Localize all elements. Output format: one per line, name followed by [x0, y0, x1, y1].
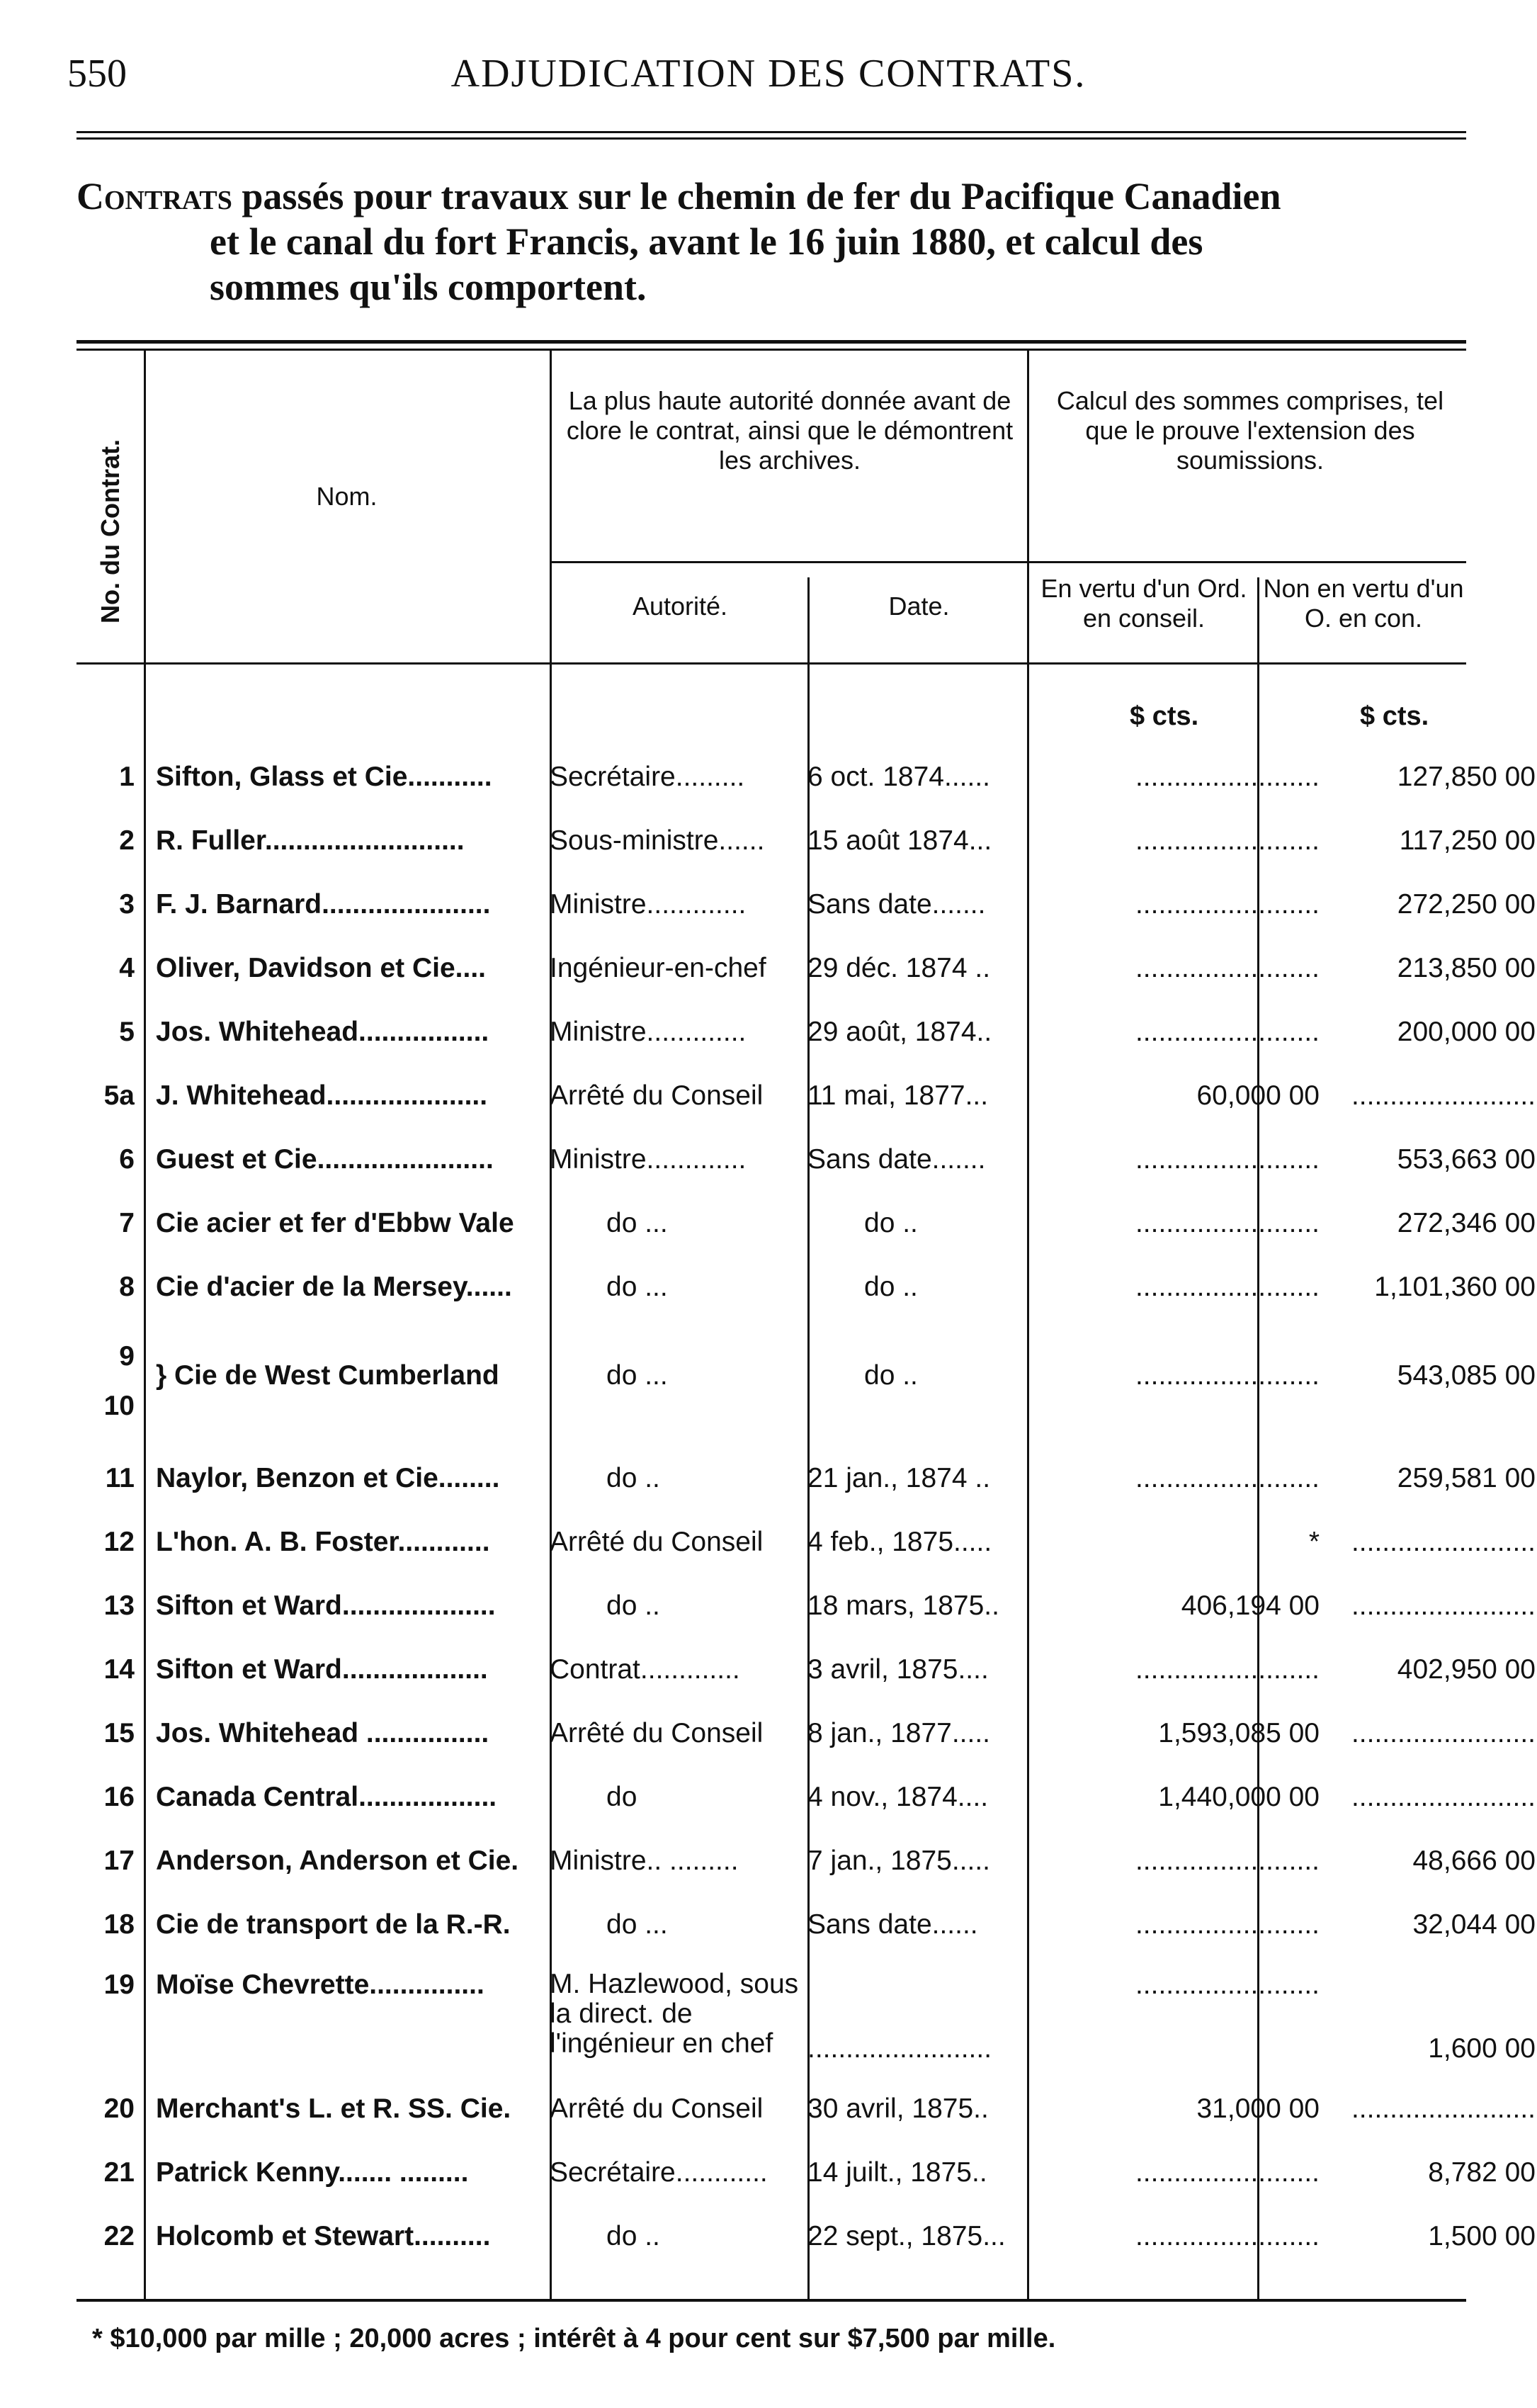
table-row: [76, 1845, 1536, 1895]
non-en-vertu-cell: ........................: [1351, 1590, 1536, 1621]
name-cell: J. Whitehead.....................: [156, 1080, 488, 1111]
table-row: [76, 953, 1536, 1002]
en-vertu-cell: 1,593,085 00: [1158, 1718, 1320, 1748]
table-row: [76, 1527, 1536, 1576]
en-vertu-cell: 1,440,000 00: [1158, 1782, 1320, 1812]
table-row: [76, 1909, 1536, 1959]
title-lead: Contrats: [76, 175, 232, 217]
non-en-vertu-cell: ........................: [1351, 1080, 1536, 1111]
table-row: [76, 1341, 1536, 1421]
authority-cell: do ..: [606, 1590, 660, 1621]
name-cell: Cie d'acier de la Mersey......: [156, 1272, 512, 1302]
name-cell: Canada Central..................: [156, 1782, 497, 1812]
authority-cell: Ministre.............: [550, 889, 747, 920]
contract-number-cell: 5a: [103, 1080, 135, 1111]
non-en-vertu-cell: 1,600 00: [1428, 2033, 1536, 2064]
table-row: [76, 889, 1536, 939]
title-line3: sommes qu'ils comportent.: [210, 266, 647, 308]
en-vertu-cell: 406,194 00: [1181, 1590, 1320, 1621]
authority-cell: Contrat.............: [550, 1654, 740, 1685]
authority-cell: do ...: [606, 1208, 668, 1238]
date-cell: 21 jan., 1874 ..: [807, 1463, 991, 1493]
authority-cell: do ..: [606, 2221, 660, 2251]
authority-cell: Arrêté du Conseil: [550, 1080, 764, 1111]
header-authority-group: La plus haute autorité donnée avant de clore le contrat, ainsi que le démontrent les archives.: [566, 386, 1014, 475]
non-en-vertu-cell: 1,500 00: [1428, 2221, 1536, 2251]
name-cell: R. Fuller..........................: [156, 825, 465, 856]
header-non-en-vertu: Non en vertu d'un O. en con.: [1263, 574, 1464, 633]
contract-number-cell: 16: [103, 1782, 135, 1812]
en-vertu-cell: 31,000 00: [1196, 2093, 1320, 2124]
name-cell: Anderson, Anderson et Cie.: [156, 1845, 519, 1876]
date-cell: Sans date......: [807, 1909, 978, 1940]
en-vertu-cell: ........................: [1135, 1272, 1320, 1302]
contract-number-cell: 14: [103, 1654, 135, 1685]
contract-number-cell: 1: [119, 762, 135, 792]
header-sub-rule: [550, 561, 1466, 563]
table-row: [76, 1654, 1536, 1704]
non-en-vertu-cell: 117,250 00: [1399, 825, 1536, 856]
date-cell: 6 oct. 1874......: [807, 762, 990, 792]
en-vertu-cell: ........................: [1135, 1017, 1320, 1047]
en-vertu-cell: ........................: [1135, 2157, 1320, 2188]
name-cell: F. J. Barnard......................: [156, 889, 491, 920]
contract-number-cell: 19: [103, 1969, 135, 2000]
authority-cell: M. Hazlewood, sous la direct. de l'ingénieur en chef: [550, 1969, 799, 2059]
en-vertu-cell: ........................: [1135, 1845, 1320, 1876]
en-vertu-cell: ........................: [1135, 1208, 1320, 1238]
authority-cell: Arrêté du Conseil: [550, 1527, 764, 1557]
contract-number-cell: 22: [103, 2221, 135, 2251]
contract-number-cell: 15: [103, 1718, 135, 1748]
non-en-vertu-cell: ........................: [1351, 1527, 1536, 1557]
contract-number-cell: 4: [119, 953, 135, 983]
header-autorite: Autorité.: [632, 592, 728, 621]
non-en-vertu-cell: 213,850 00: [1397, 953, 1536, 983]
date-cell: do ..: [864, 1208, 918, 1238]
units-non-en-vertu: $ cts.: [1360, 701, 1429, 731]
en-vertu-cell: *: [1308, 1527, 1320, 1557]
non-en-vertu-cell: 402,950 00: [1397, 1654, 1536, 1685]
non-en-vertu-cell: 8,782 00: [1428, 2157, 1536, 2188]
contract-number-cell: 18: [103, 1909, 135, 1940]
date-cell: 7 jan., 1875.....: [807, 1845, 991, 1876]
en-vertu-cell: ........................: [1135, 1909, 1320, 1940]
header-calc-group: Calcul des sommes comprises, tel que le prouve l'extension des soumissions.: [1056, 386, 1444, 475]
date-cell: 8 jan., 1877.....: [807, 1718, 991, 1748]
table-row: [76, 2093, 1536, 2143]
name-cell: Cie de transport de la R.-R.: [156, 1909, 511, 1940]
name-cell: Patrick Kenny....... .........: [156, 2157, 469, 2188]
table-row: [76, 825, 1536, 875]
table-row: [76, 1782, 1536, 1831]
table-row: [76, 1272, 1536, 1321]
date-cell: 29 déc. 1874 ..: [807, 953, 991, 983]
non-en-vertu-cell: 553,663 00: [1397, 1144, 1536, 1175]
non-en-vertu-cell: 259,581 00: [1397, 1463, 1536, 1493]
non-en-vertu-cell: 48,666 00: [1412, 1845, 1536, 1876]
authority-cell: Arrêté du Conseil: [550, 2093, 764, 2124]
date-cell: 15 août 1874...: [807, 825, 992, 856]
table-top-rule-inner: [76, 349, 1466, 351]
date-cell: do ..: [864, 1272, 918, 1302]
authority-cell: do: [606, 1782, 637, 1812]
header-en-vertu: En vertu d'un Ord. en conseil.: [1040, 574, 1247, 633]
contract-number-cell: 2: [119, 825, 135, 856]
table-title: [76, 174, 1465, 310]
name-cell: Holcomb et Stewart..........: [156, 2221, 491, 2251]
table-row: [76, 1463, 1536, 1513]
name-cell: } Cie de West Cumberland: [156, 1360, 499, 1391]
footnote: * $10,000 par mille ; 20,000 acres ; intérêt à 4 pour cent sur $7,500 par mille.: [92, 2324, 1056, 2353]
header-double-rule: [76, 131, 1466, 140]
non-en-vertu-cell: 272,346 00: [1397, 1208, 1536, 1238]
contract-number-cell: 5: [119, 1017, 135, 1047]
table-row: [76, 1590, 1536, 1640]
name-cell: Naylor, Benzon et Cie........: [156, 1463, 500, 1493]
contract-number-cell: 17: [103, 1845, 135, 1876]
date-cell: 14 juilt., 1875..: [807, 2157, 987, 2188]
contract-number-cell: 21: [103, 2157, 135, 2188]
name-cell: Merchant's L. et R. SS. Cie.: [156, 2093, 511, 2124]
authority-cell: Ingénieur-en-chef: [550, 953, 766, 983]
name-cell: Oliver, Davidson et Cie....: [156, 953, 487, 983]
page-header: [0, 51, 1537, 101]
table-row: [76, 1017, 1536, 1066]
name-cell: Sifton, Glass et Cie...........: [156, 762, 492, 792]
authority-cell: do ...: [606, 1909, 668, 1940]
date-cell: 29 août, 1874..: [807, 1017, 992, 1047]
running-title: ADJUDICATION DES CONTRATS.: [450, 52, 1087, 96]
contract-number-cell: 13: [103, 1590, 135, 1621]
table-row: [76, 1969, 1536, 2064]
date-cell: 11 mai, 1877...: [807, 1080, 989, 1111]
en-vertu-cell: 60,000 00: [1196, 1080, 1320, 1111]
table-row: [76, 1718, 1536, 1768]
authority-cell: do ...: [606, 1272, 668, 1302]
header-contract-number: No. du Contrat.: [95, 439, 125, 623]
non-en-vertu-cell: ........................: [1351, 2093, 1536, 2124]
authority-cell: Ministre.............: [550, 1017, 747, 1047]
units-en-vertu: $ cts.: [1130, 701, 1199, 731]
date-cell: 3 avril, 1875....: [807, 1654, 989, 1685]
name-cell: Cie acier et fer d'Ebbw Vale: [156, 1208, 514, 1238]
authority-cell: Secrétaire.........: [550, 762, 745, 792]
non-en-vertu-cell: 543,085 00: [1397, 1360, 1536, 1391]
en-vertu-cell: ........................: [1135, 1144, 1320, 1175]
date-cell: 4 nov., 1874....: [807, 1782, 989, 1812]
table-top-rule: [76, 340, 1466, 344]
en-vertu-cell: ........................: [1135, 2221, 1320, 2251]
name-cell: L'hon. A. B. Foster............: [156, 1527, 490, 1557]
name-cell: Sifton et Ward...................: [156, 1654, 488, 1685]
en-vertu-cell: ........................: [1135, 1463, 1320, 1493]
date-cell: Sans date.......: [807, 889, 986, 920]
name-cell: Jos. Whitehead ................: [156, 1718, 489, 1748]
authority-cell: do ..: [606, 1463, 660, 1493]
non-en-vertu-cell: 127,850 00: [1397, 762, 1536, 792]
authority-cell: Secrétaire............: [550, 2157, 768, 2188]
en-vertu-cell: ........................: [1135, 889, 1320, 920]
en-vertu-cell: ........................: [1135, 762, 1320, 792]
contract-number-cell: 20: [103, 2093, 135, 2124]
name-cell: Sifton et Ward....................: [156, 1590, 496, 1621]
contract-number-cell: 9 10: [103, 1341, 135, 1421]
en-vertu-cell: ........................: [1135, 1654, 1320, 1685]
contract-number-cell: 7: [119, 1208, 135, 1238]
table-bottom-rule: [76, 2299, 1466, 2302]
title-line2: et le canal du fort Francis, avant le 16 juin 1880, et calcul des: [210, 220, 1203, 263]
name-cell: Moïse Chevrette...............: [156, 1969, 484, 2000]
contract-number-cell: 11: [105, 1463, 135, 1493]
table-row: [76, 1208, 1536, 1257]
date-cell: ........................: [807, 2033, 992, 2064]
header-nom: Nom.: [316, 482, 378, 511]
en-vertu-cell: ........................: [1135, 825, 1320, 856]
contract-number-cell: 3: [119, 889, 135, 920]
non-en-vertu-cell: 32,044 00: [1412, 1909, 1536, 1940]
table-row: [76, 2157, 1536, 2207]
date-cell: 30 avril, 1875..: [807, 2093, 989, 2124]
name-cell: Jos. Whitehead.................: [156, 1017, 489, 1047]
authority-cell: do ...: [606, 1360, 668, 1391]
contract-number-cell: 12: [103, 1527, 135, 1557]
authority-cell: Ministre.............: [550, 1144, 747, 1175]
date-cell: 4 feb., 1875.....: [807, 1527, 992, 1557]
date-cell: Sans date.......: [807, 1144, 986, 1175]
authority-cell: Sous-ministre......: [550, 825, 765, 856]
authority-cell: Ministre.. .........: [550, 1845, 739, 1876]
table-row: [76, 1080, 1536, 1130]
non-en-vertu-cell: ........................: [1351, 1782, 1536, 1812]
en-vertu-cell: ........................: [1135, 1969, 1320, 2000]
name-cell: Guest et Cie.......................: [156, 1144, 494, 1175]
title-line1: passés pour travaux sur le chemin de fer du Pacifique Canadien: [232, 175, 1281, 217]
non-en-vertu-cell: 1,101,360 00: [1374, 1272, 1536, 1302]
date-cell: 22 sept., 1875...: [807, 2221, 1006, 2251]
en-vertu-cell: ........................: [1135, 953, 1320, 983]
table-row: [76, 762, 1536, 811]
non-en-vertu-cell: 200,000 00: [1397, 1017, 1536, 1047]
table-row: [76, 1144, 1536, 1194]
non-en-vertu-cell: 272,250 00: [1397, 889, 1536, 920]
contract-number-cell: 8: [119, 1272, 135, 1302]
header-date: Date.: [888, 592, 950, 621]
authority-cell: Arrêté du Conseil: [550, 1718, 764, 1748]
table-row: [76, 2221, 1536, 2271]
en-vertu-cell: ........................: [1135, 1360, 1320, 1391]
date-cell: 18 mars, 1875..: [807, 1590, 999, 1621]
non-en-vertu-cell: ........................: [1351, 1718, 1536, 1748]
date-cell: do ..: [864, 1360, 918, 1391]
contract-number-cell: 6: [119, 1144, 135, 1175]
page-number: 550: [67, 52, 127, 96]
